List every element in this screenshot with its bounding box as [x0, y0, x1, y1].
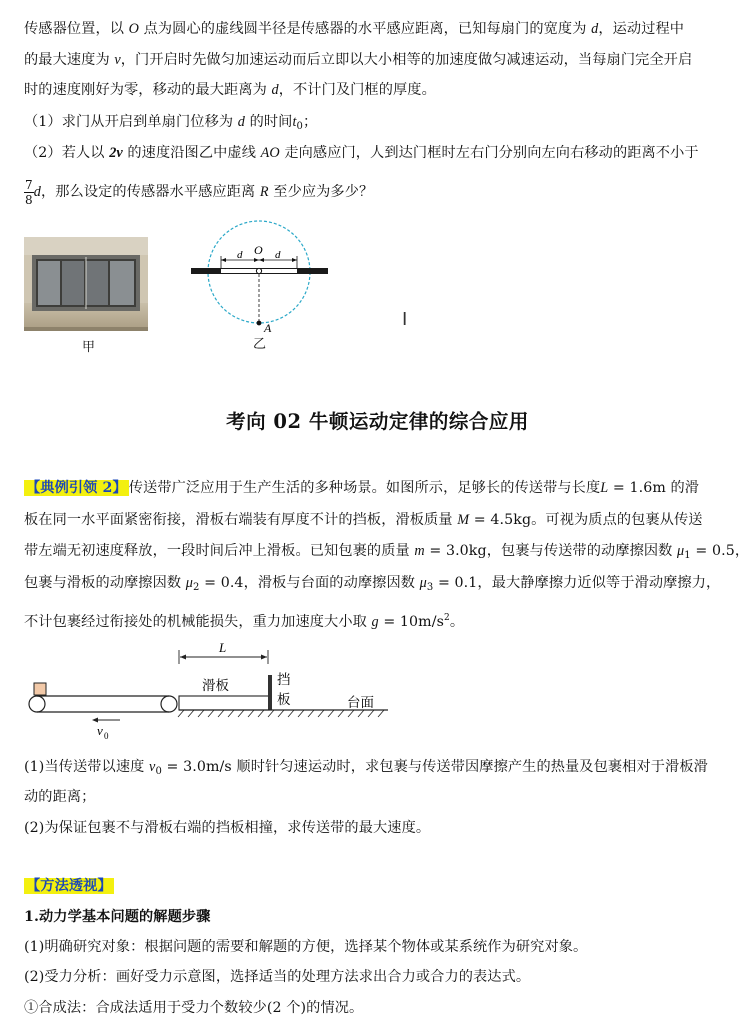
method-heading: 1.动力学基本问题的解题步骤 — [24, 909, 211, 925]
text: 的滑 — [665, 480, 700, 496]
text: ； — [302, 114, 318, 130]
table-hatching — [178, 710, 384, 717]
door-sensor-diagram — [188, 220, 333, 335]
frac-numerator: 7 — [25, 177, 33, 192]
label-v-sub: 0 — [104, 731, 109, 741]
text: （2）若人以 — [24, 145, 110, 161]
text: ，那么设定的传感器水平感应距离 — [40, 184, 260, 200]
value: = 3.0m/s — [161, 759, 232, 775]
stop-plate — [268, 675, 272, 710]
method-point-3: ①合成法：合成法适用于受力个数较少(2 个)的情况。 — [24, 1000, 364, 1016]
example-line1 — [24, 478, 699, 498]
example-line2 — [24, 510, 703, 530]
text: 时的速度刚好为零，移动的最大距离为 — [24, 82, 272, 98]
text: ， — [734, 543, 750, 559]
problem1-line1 — [24, 19, 684, 39]
label-O: O — [254, 243, 263, 257]
subscript: 2 — [193, 582, 200, 593]
label-d-left: d — [237, 249, 243, 261]
var-g: g — [371, 614, 379, 630]
label-v: v — [97, 723, 103, 738]
sub-question-2 — [24, 818, 430, 838]
problem1-line3 — [24, 80, 436, 100]
value: = 10m/s — [378, 614, 444, 630]
caption-yi: 乙 — [253, 337, 267, 352]
var-m: m — [414, 543, 425, 559]
caption-jia: 甲 — [82, 340, 96, 355]
sliding-door-photo — [24, 237, 148, 331]
label-d-right: d — [275, 249, 281, 261]
method-tag-line — [24, 876, 114, 896]
example-line4 — [24, 573, 720, 598]
example-line5 — [24, 608, 464, 632]
belt-left-roller — [29, 696, 45, 712]
bottom-fade-overlay — [380, 985, 755, 1029]
subscript: 0 — [155, 766, 162, 777]
method-tag: 【方法透视】 — [26, 878, 112, 894]
slide-board — [179, 696, 269, 710]
value: = 0.4 — [199, 575, 244, 591]
text: 走向感应门，人到达门框时左右门分别向左向右移动的距离不小于 — [279, 145, 699, 161]
example-tag: 【典例引领 2】 — [26, 480, 127, 496]
var-v: v — [114, 52, 121, 68]
text: 包裹与滑板的动摩擦因数 — [24, 575, 186, 591]
question-2-cont — [24, 176, 373, 208]
text: 至少应为多少？ — [268, 184, 374, 200]
text: 不计包裹经过衔接处的机械能损失，重力加速度大小取 — [24, 614, 372, 630]
var-L: L — [600, 480, 609, 496]
text: (2)为保证包裹不与滑板右端的挡板相撞，求传送带的最大速度。 — [24, 820, 431, 836]
text: 的速度沿图乙中虚线 — [122, 145, 261, 161]
text: ，不计门及门框的厚度。 — [278, 82, 436, 98]
var-mu: μ — [419, 575, 427, 591]
var-mu: μ — [185, 575, 194, 591]
method-point-1: (1)明确研究对象：根据问题的需要和解题的方便，选择某个物体或某系统作为研究对象。 — [24, 939, 588, 955]
var-R: R — [259, 184, 269, 200]
text-cursor-icon: I — [402, 309, 408, 330]
var-2v: 2v — [109, 145, 123, 161]
sub-question-1 — [24, 757, 708, 782]
var-d: d — [271, 82, 279, 98]
question-1 — [24, 112, 317, 137]
text: 板在同一水平面紧密衔接，滑板右端装有厚度不计的挡板，滑板质量 — [24, 512, 458, 528]
problem1-line2 — [24, 50, 692, 70]
label-stop-1: 挡 — [277, 672, 291, 688]
text: 动的距离； — [24, 789, 96, 805]
var-d: d — [33, 184, 41, 200]
text: （1）求门从开启到单扇门位移为 — [24, 114, 238, 130]
text: ，运动过程中 — [598, 21, 685, 37]
fraction-7-8 — [24, 178, 34, 207]
text: 带左端无初速度释放，一段时间后冲上滑板。已知包裹的质量 — [24, 543, 415, 559]
point-A — [257, 321, 262, 326]
text: ，包裹与传送带的动摩擦因数 — [486, 543, 678, 559]
value: = 3.0kg — [424, 543, 487, 559]
superscript: 2 — [444, 613, 450, 623]
value: = 1.6m — [608, 480, 666, 496]
text: ，最大静摩擦力近似等于滑动摩擦力， — [477, 575, 721, 591]
belt-right-roller — [161, 696, 177, 712]
point-O — [256, 268, 261, 273]
question-2 — [24, 143, 699, 163]
subscript: 0 — [296, 121, 303, 132]
conveyor-board-diagram — [20, 640, 395, 750]
text: 的最大速度为 — [24, 52, 115, 68]
text: 传送带广泛应用于生产生活的多种场景。如图所示，足够长的传送带与长度 — [128, 480, 601, 496]
label-board: 滑板 — [202, 678, 229, 694]
var-t: t — [292, 114, 297, 130]
package-box — [34, 683, 46, 695]
subscript: 1 — [684, 550, 691, 561]
text: 点为圆心的虚线圆半径是传感器的水平感应距离，已知每扇门的宽度为 — [138, 21, 592, 37]
text: ，滑板与台面的动摩擦因数 — [243, 575, 420, 591]
var-mu: μ — [677, 543, 685, 559]
var-v: v — [149, 759, 156, 775]
var-AO: AO — [260, 145, 280, 161]
sub-question-1-cont — [24, 787, 95, 807]
text: 顺时针匀速运动时，求包裹与传送带因摩擦产生的热量及包裹相对于滑板滑 — [231, 759, 708, 775]
label-A: A — [264, 321, 272, 335]
text: 传感器位置，以 — [24, 21, 129, 37]
text: 。可视为质点的包裹从传送 — [531, 512, 703, 528]
var-O: O — [128, 21, 139, 37]
value: = 0.1 — [433, 575, 478, 591]
text: ，门开启时先做匀加速运动而后立即以大小相等的加速度做匀减速运动，当每扇门完全开启 — [120, 52, 693, 68]
label-table: 台面 — [347, 695, 374, 711]
value: = 0.5 — [690, 543, 735, 559]
example-line3 — [24, 541, 749, 566]
var-d: d — [237, 114, 245, 130]
text: 的时间 — [244, 114, 293, 130]
frac-denominator: 8 — [25, 192, 33, 207]
text: (1)当传送带以速度 — [24, 759, 150, 775]
value: = 4.5kg — [469, 512, 532, 528]
label-L: L — [219, 640, 227, 655]
label-stop-2: 板 — [277, 692, 291, 708]
subscript: 3 — [426, 582, 434, 593]
var-M: M — [457, 512, 470, 528]
method-point-2: (2)受力分析：画好受力示意图，选择适当的处理方法求出合力或合力的表达式。 — [24, 969, 531, 985]
text: 。 — [449, 614, 465, 630]
section-title: 考向 02 牛顿运动定律的综合应用 — [226, 410, 529, 433]
var-d: d — [591, 21, 599, 37]
